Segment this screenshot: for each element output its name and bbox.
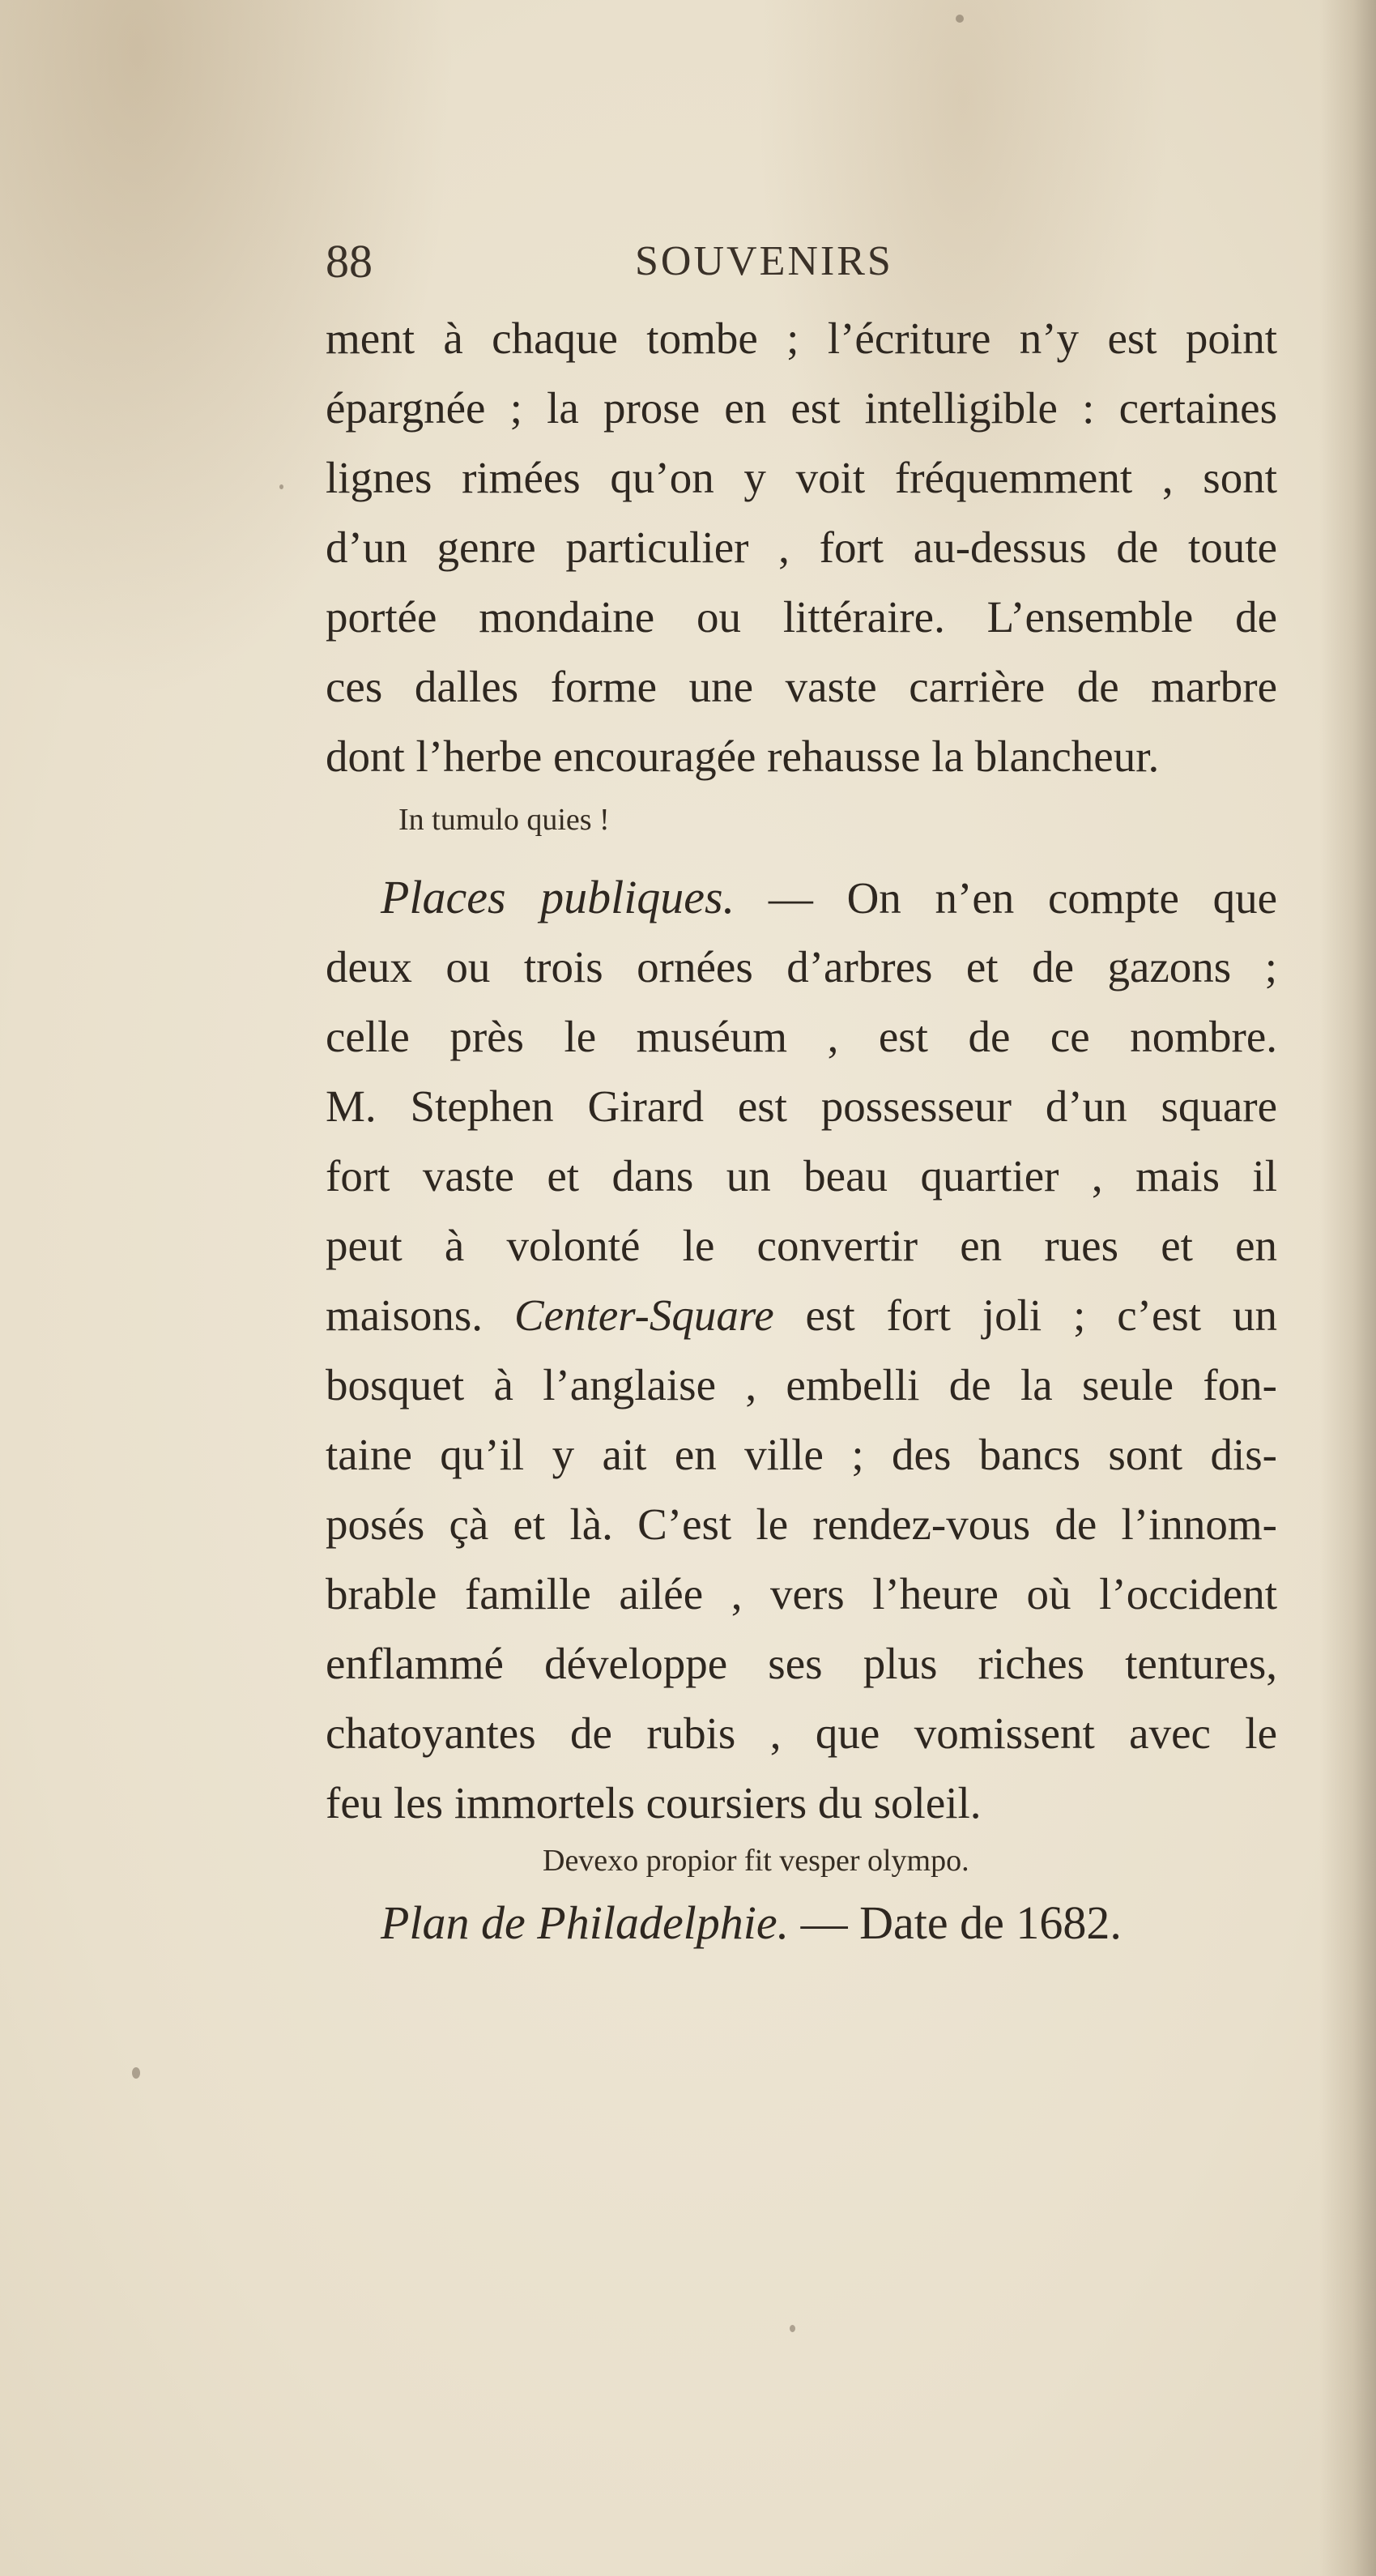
paper-speck (956, 15, 964, 23)
text-line-center-square (326, 1281, 1277, 1350)
text-line: lignes rimées qu’on y voit fréquemment , sont (326, 453, 1277, 502)
text-line: bosquet à l’anglaise , embelli de la seule fon- (326, 1360, 1277, 1410)
text-line: dont l’herbe encouragée rehausse la blancheur. (326, 731, 1160, 781)
text-line: chatoyantes de rubis , que vomissent avec le (326, 1708, 1277, 1758)
paper-speck (279, 484, 283, 489)
text-line: taine qu’il y ait en ville ; des bancs sont dis- (326, 1430, 1277, 1479)
paragraph-lead-line (326, 863, 1277, 932)
text-line: portée mondaine ou littéraire. L’ensemble de (326, 592, 1277, 642)
paragraph-1 (326, 304, 1277, 791)
text-line: ces dalles forme une vaste carrière de marbre (326, 662, 1277, 711)
plan-heading-line (381, 1896, 1280, 1950)
plan-heading: Plan de Philadelphie. (381, 1896, 790, 1949)
latin-quote-1: In tumulo quies ! (398, 803, 610, 837)
center-post: est fort joli ; c’est un (773, 1290, 1277, 1340)
section-heading-places-publiques: Places publiques. (381, 871, 735, 923)
text-line: deux ou trois ornées d’arbres et de gazons ; (326, 942, 1277, 992)
text-line: fort vaste et dans un beau quartier , mais il (326, 1151, 1277, 1201)
text-line: d’un genre particulier , fort au-dessus de toute (326, 522, 1277, 572)
text-line: feu les immortels coursiers du soleil. (326, 1778, 982, 1828)
center-square-name: Center-Square (513, 1290, 774, 1340)
paragraph-2 (326, 863, 1277, 1838)
text-line: peut à volonté le convertir en rues et en (326, 1221, 1277, 1270)
paper-speck (132, 2067, 140, 2079)
text-line: posés çà et là. C’est le rendez-vous de l’innom- (326, 1499, 1277, 1549)
text-line: brable famille ailée , vers l’heure où l’occident (326, 1569, 1277, 1619)
center-pre: maisons. (326, 1290, 514, 1340)
text-line: enflammé développe ses plus riches tentures, (326, 1639, 1277, 1688)
page-header (326, 233, 973, 290)
paper-speck (790, 2325, 795, 2332)
latin-quote-2: Devexo propior fit vesper olympo. (543, 1844, 969, 1878)
lead-rest: — On n’en compte que (735, 873, 1277, 923)
text-line: ment à chaque tombe ; l’écriture n’y est point (326, 313, 1277, 363)
page-number: 88 (326, 235, 373, 288)
plan-date: — Date de 1682. (789, 1896, 1122, 1949)
text-line: celle près le muséum , est de ce nombre. (326, 1012, 1277, 1061)
gutter-shadow (1319, 0, 1376, 2576)
text-line: épargnée ; la prose en est intelligible : certaines (326, 383, 1277, 433)
text-line: M. Stephen Girard est possesseur d’un square (326, 1081, 1277, 1131)
running-title: SOUVENIRS (635, 238, 893, 284)
